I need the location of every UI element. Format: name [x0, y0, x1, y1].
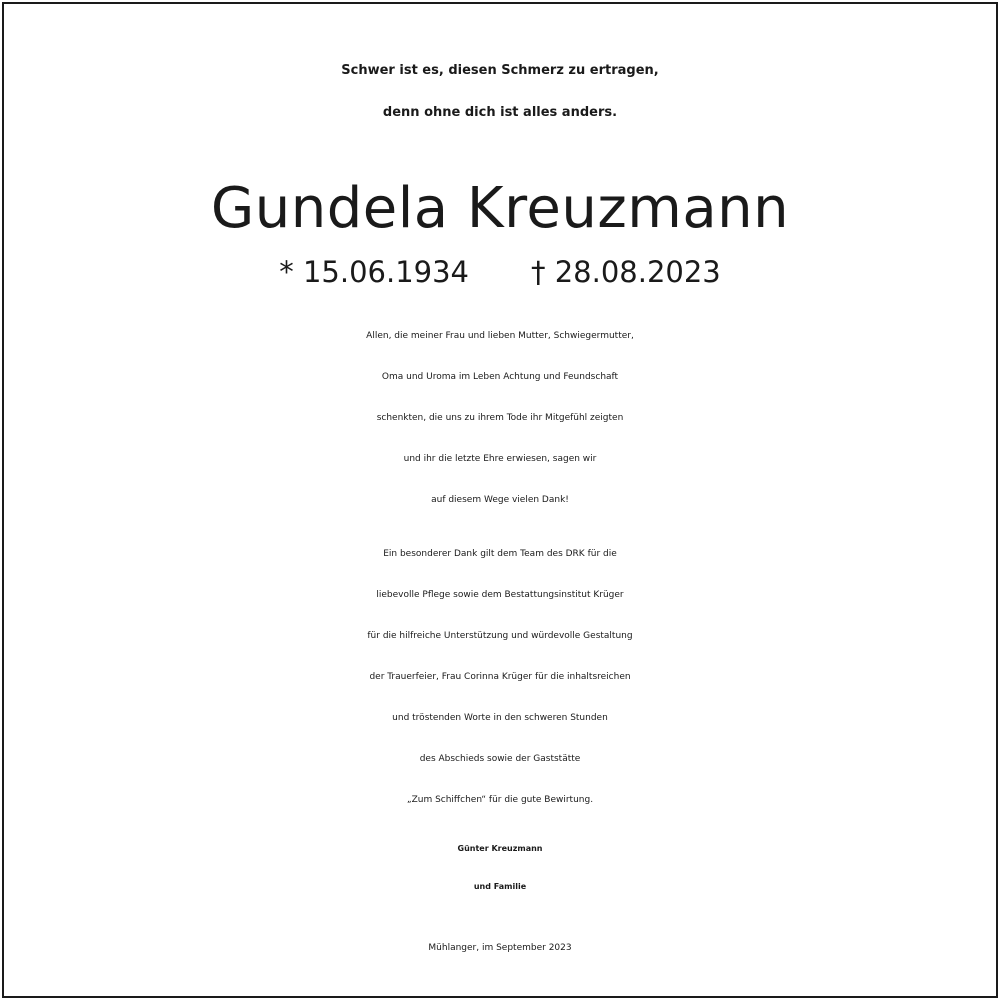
obituary-notice [2, 2, 998, 998]
motto-line-1: Schwer ist es, diesen Schmerz zu ertragen, [341, 63, 659, 78]
signature-name: Günter Kreuzmann [457, 844, 543, 853]
thanks-line: und ihr die letzte Ehre erwiesen, sagen wir [403, 454, 597, 464]
special-thanks-paragraph [4, 534, 996, 821]
signature [4, 830, 996, 906]
birth-date: * 15.06.1934 [279, 255, 469, 289]
special-thanks-line: Ein besonderer Dank gilt dem Team des DRK für die [383, 549, 617, 559]
motto [4, 50, 996, 134]
special-thanks-line: liebevolle Pflege sowie dem Bestattungsinstitut Krüger [376, 590, 624, 600]
death-date: † 28.08.2023 [531, 255, 721, 289]
deceased-name: Gundela Kreuzmann [210, 176, 790, 241]
thanks-paragraph [4, 316, 996, 521]
signature-family: und Familie [473, 882, 527, 891]
special-thanks-line: des Abschieds sowie der Gaststätte [419, 754, 581, 764]
special-thanks-line: der Trauerfeier, Frau Corinna Krüger für die inhaltsreichen [369, 672, 631, 682]
place-date: Mühlanger, im September 2023 [428, 943, 572, 953]
thanks-line: auf diesem Wege vielen Dank! [431, 495, 569, 505]
life-dates [4, 254, 996, 290]
thanks-line: Allen, die meiner Frau und lieben Mutter, Schwiegermutter, [366, 331, 634, 341]
thanks-line: Oma und Uroma im Leben Achtung und Feundschaft [381, 372, 619, 382]
special-thanks-line: „Zum Schiffchen“ für die gute Bewirtung. [406, 795, 594, 805]
motto-line-2: denn ohne dich ist alles anders. [382, 105, 618, 120]
thanks-line: schenkten, die uns zu ihrem Tode ihr Mitgefühl zeigten [376, 413, 624, 423]
special-thanks-line: für die hilfreiche Unterstützung und würdevolle Gestaltung [367, 631, 633, 641]
special-thanks-line: und tröstenden Worte in den schweren Stunden [392, 713, 608, 723]
